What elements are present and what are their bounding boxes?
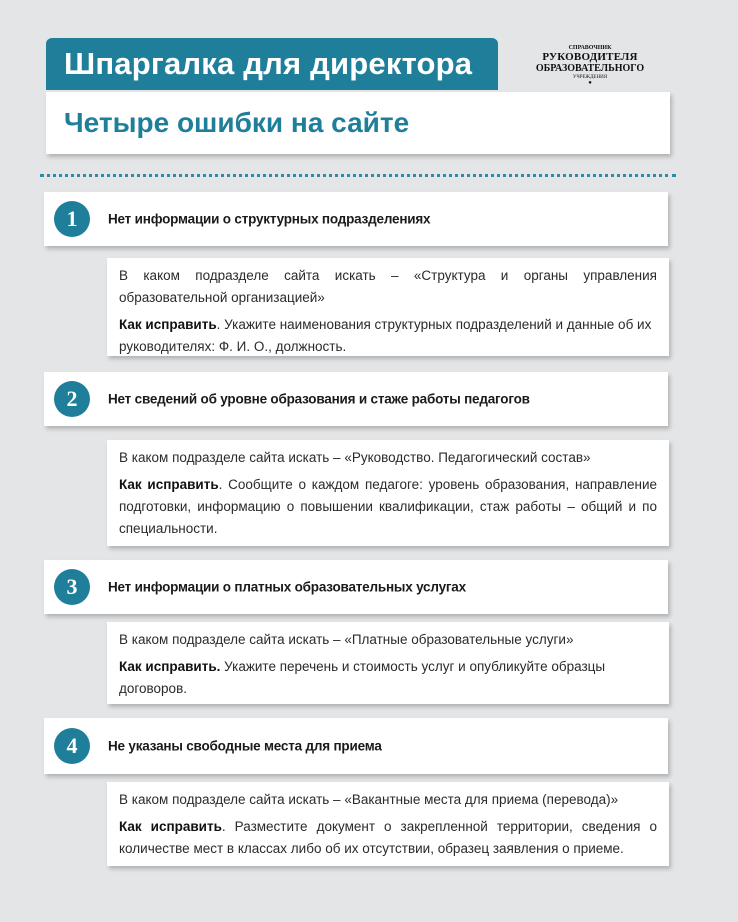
logo-dot-icon: ● (588, 80, 592, 86)
item-3-body-card (107, 622, 669, 704)
item-2-fix (119, 474, 657, 540)
item-4-where: В каком подразделе сайта искать – «Вакантные места для приема (перевода)» (119, 792, 619, 807)
number-badge-icon: 2 (54, 381, 90, 417)
logo-line-3: ОБРАЗОВАТЕЛЬНОГО (535, 63, 645, 74)
logo-line-4: УЧРЕЖДЕНИЯ (572, 75, 608, 80)
logo-line-2: РУКОВОДИТЕЛЯ (542, 51, 638, 63)
item-1-body-card (107, 258, 669, 356)
item-4-body-card (107, 782, 669, 866)
item-1-fix-label: Как исправить (119, 317, 217, 332)
item-2-fix-label: Как исправить (119, 477, 219, 492)
item-4-heading-card (44, 718, 668, 774)
page-title: Четыре ошибки на сайте (46, 92, 670, 154)
item-4-fix-label: Как исправить (119, 819, 222, 834)
item-1-fix-text: . Укажите наименования структурных подразделений и данные об их руководителях: Ф. И. О., должность. (119, 317, 652, 354)
item-1-title: Нет информации о структурных подразделениях (108, 211, 431, 227)
item-2-title: Нет сведений об уровне образования и стаже работы педагогов (108, 391, 530, 407)
item-2-heading-card (44, 372, 668, 426)
item-3-heading-card (44, 560, 668, 614)
item-3-where: В каком подразделе сайта искать – «Платные образовательные услуги» (119, 632, 574, 647)
item-1-where: В каком подразделе сайта искать – «Структура и органы управления образовательной организацией» (119, 268, 657, 305)
journal-logo (530, 44, 650, 86)
item-4-fix (119, 816, 657, 860)
item-3-fix-label: Как исправить. (119, 659, 221, 674)
item-2-where: В каком подразделе сайта искать – «Руководство. Педагогический состав» (119, 450, 591, 465)
item-4-title: Не указаны свободные места для приема (108, 738, 382, 754)
item-4-fix-text: . Разместите документ о закрепленной территории, сведения о количестве мест в классах либо об их отсутствии, образец заявления о приеме. (119, 819, 657, 856)
dotted-divider (40, 174, 676, 177)
cheatsheet-banner: Шпаргалка для директора (46, 38, 498, 90)
item-3-title: Нет информации о платных образовательных услугах (108, 579, 466, 595)
item-1-heading-card (44, 192, 668, 246)
number-badge-icon: 3 (54, 569, 90, 605)
item-1-fix (119, 314, 657, 358)
item-3-fix (119, 656, 657, 700)
item-2-body-card (107, 440, 669, 546)
number-badge-icon: 1 (54, 201, 90, 237)
item-3-fix-text: Укажите перечень и стоимость услуг и опубликуйте образцы договоров. (119, 659, 606, 696)
item-2-fix-text: . Сообщите о каждом педагоге: уровень образования, направление подготовки, информацию о повышении квалификации, стаж работы – общий и по специальности. (119, 477, 657, 536)
number-badge-icon: 4 (54, 728, 90, 764)
logo-line-1: СПРАВОЧНИК (568, 45, 612, 51)
